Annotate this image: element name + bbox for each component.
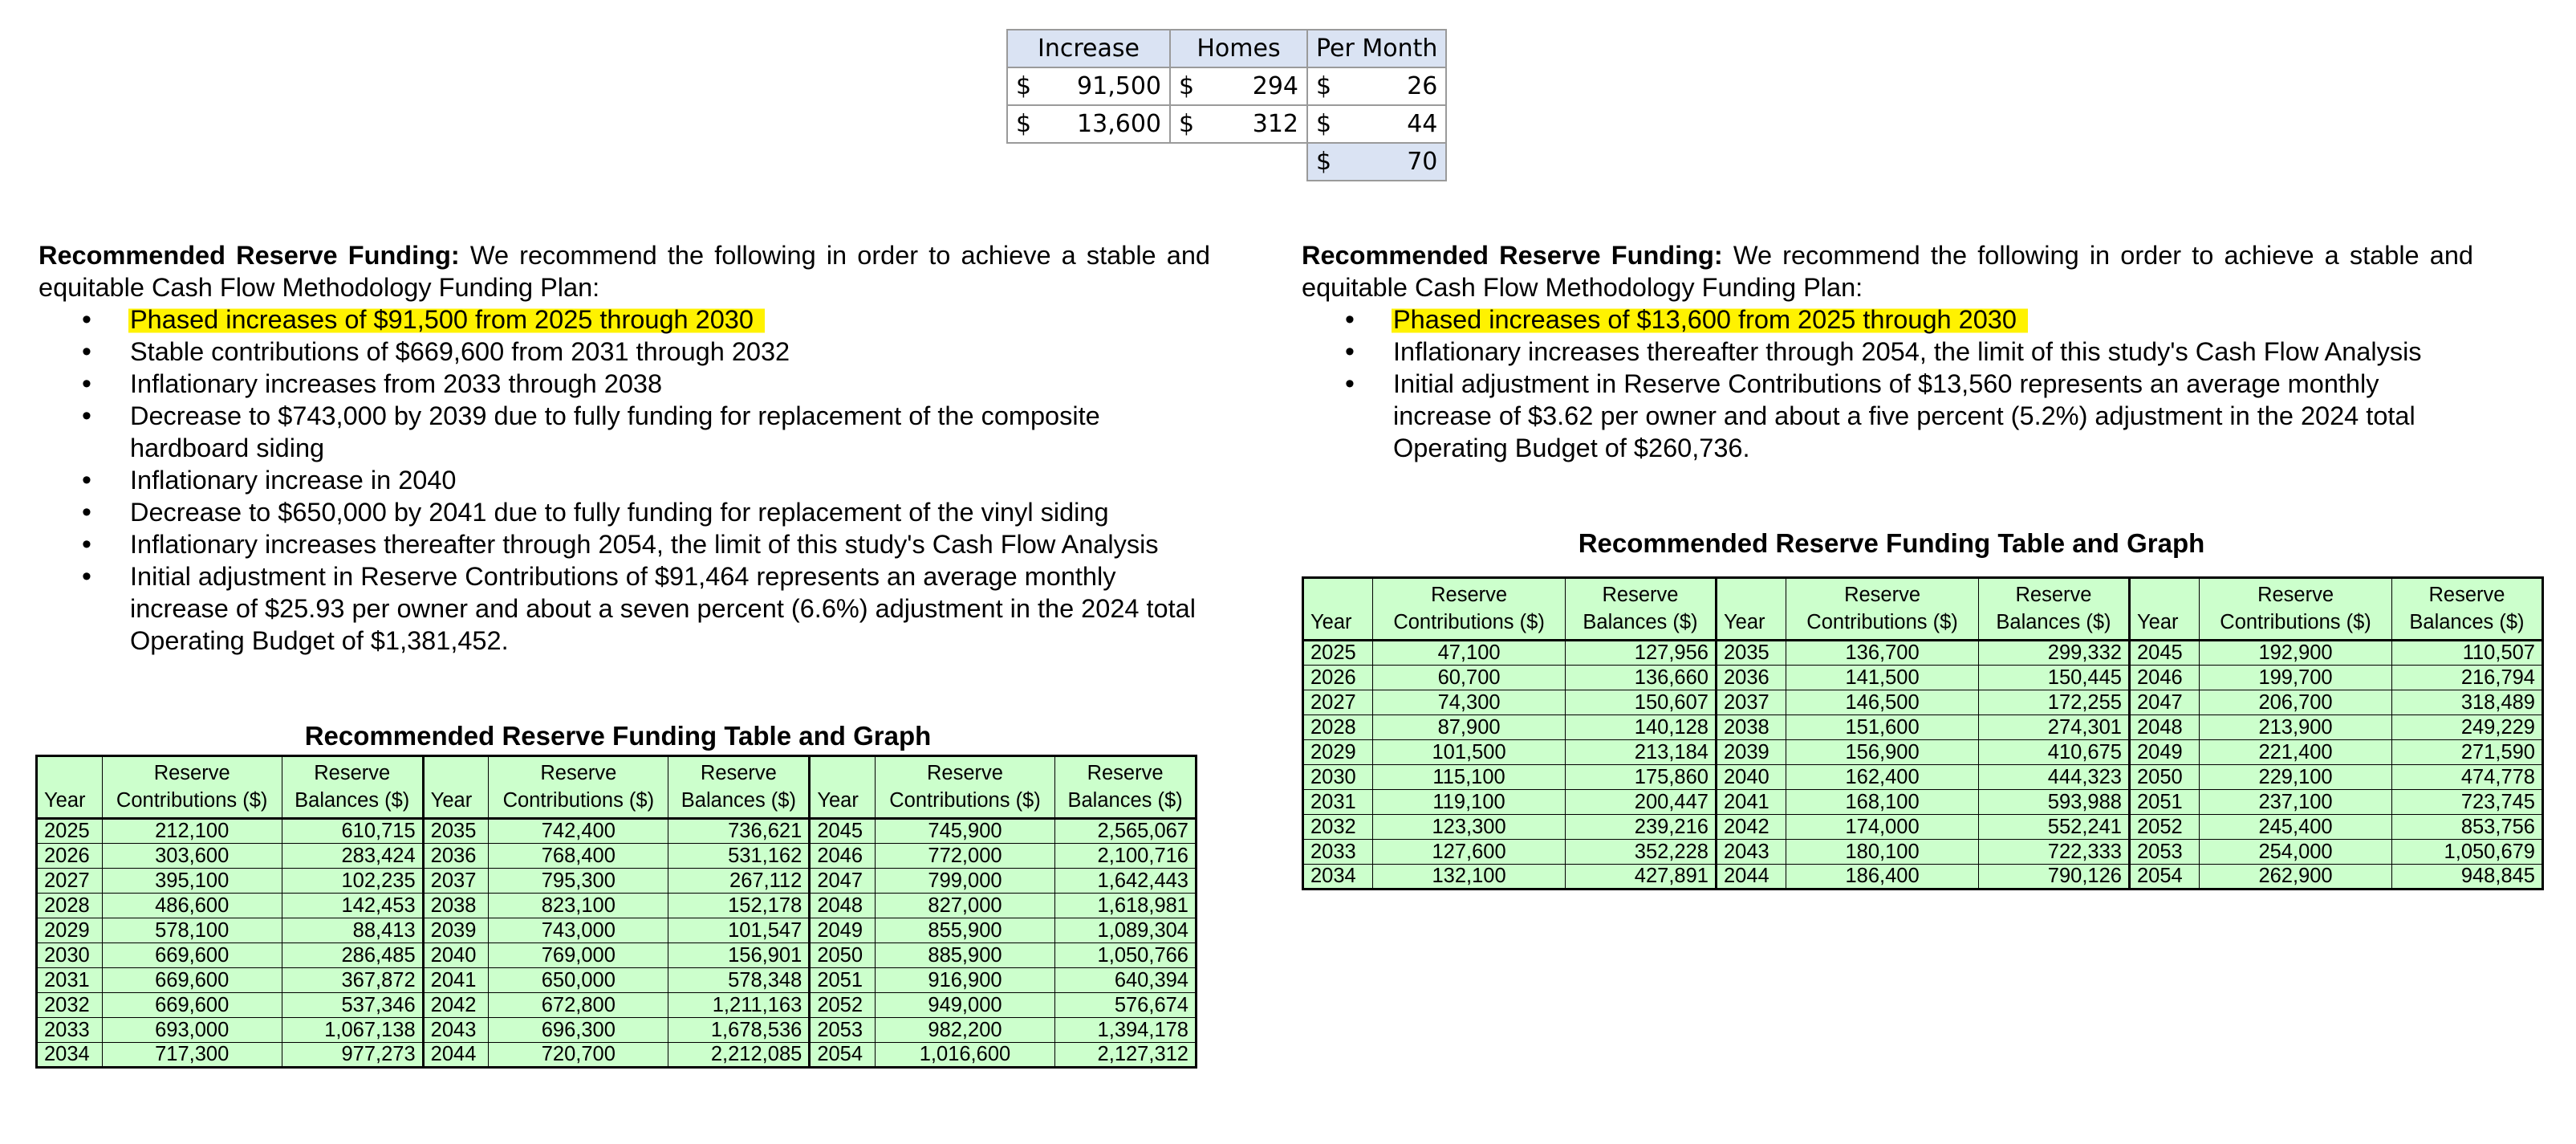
table-row: [1303, 740, 2543, 765]
cell-balance: 2,127,312: [1055, 1043, 1197, 1068]
cell-contribution: 262,900: [2200, 865, 2392, 890]
cell-contribution: 151,600: [1786, 715, 1979, 740]
right-funding-table: [1302, 576, 2544, 890]
cell-year: 2039: [423, 918, 489, 943]
cell-contribution: 127,600: [1373, 840, 1566, 865]
left-funding-table: [35, 755, 1197, 1069]
cell-year: 2049: [810, 918, 876, 943]
cell-year: 2040: [423, 943, 489, 968]
header-year: Year: [810, 756, 876, 819]
cell-contribution: 212,100: [102, 819, 282, 844]
cell-year: 2045: [810, 819, 876, 844]
table-row: [1303, 666, 2543, 690]
cell-contribution: 87,900: [1373, 715, 1566, 740]
header-year: Year: [1303, 578, 1373, 641]
bullet-item: • Decrease to $650,000 by 2041 due to fully funding for replacement of the vinyl siding: [130, 496, 1210, 528]
cell-contribution: 650,000: [489, 968, 668, 993]
cell-balance: 142,453: [282, 894, 423, 918]
bullet-item: • Initial adjustment in Reserve Contributions of $91,464 represents an average monthly increase of $25.93 per owner and about a seven percent (6.6%) adjustment in the 2024 total Operating Budget of $1,381,452.: [130, 560, 1210, 657]
header-contributions: Reserve Contributions ($): [1373, 578, 1566, 641]
table-row: [1303, 790, 2543, 815]
cell-year: 2036: [1716, 666, 1786, 690]
header-year: Year: [1716, 578, 1786, 641]
cell-contribution: 303,600: [102, 844, 282, 869]
cell-year: 2040: [1716, 765, 1786, 790]
cell-balance: 136,660: [1565, 666, 1716, 690]
table-row: [1303, 715, 2543, 740]
cell-balance: 110,507: [2391, 641, 2542, 666]
cell-balance: 1,089,304: [1055, 918, 1197, 943]
cell-contribution: 982,200: [875, 1018, 1054, 1043]
cell-year: 2029: [1303, 740, 1373, 765]
cell-balance: 948,845: [2391, 865, 2542, 890]
table-row: [37, 869, 1197, 894]
right-bullet-list: [1302, 303, 2473, 464]
cell-balance: 736,621: [668, 819, 810, 844]
cell-contribution: 669,600: [102, 993, 282, 1018]
cell-contribution: 885,900: [875, 943, 1054, 968]
table-row: [1303, 840, 2543, 865]
cell-year: 2053: [810, 1018, 876, 1043]
header-balances: Reserve Balances ($): [1978, 578, 2129, 641]
bullet-item: • Initial adjustment in Reserve Contributions of $13,560 represents an average monthly increase of $3.62 per owner and about a five percent (5.2%) adjustment in the 2024 total Operating Budget of $260,736.: [1393, 368, 2473, 464]
cell-year: 2026: [37, 844, 103, 869]
table-row: [37, 844, 1197, 869]
cell-year: 2027: [1303, 690, 1373, 715]
cell-balance: 367,872: [282, 968, 423, 993]
summary-cell-increase: $ 13,600: [1007, 105, 1170, 143]
cell-year: 2044: [423, 1043, 489, 1068]
cell-balance: 722,333: [1978, 840, 2129, 865]
bullet-item: • Inflationary increase in 2040: [130, 464, 1210, 496]
cell-contribution: 742,400: [489, 819, 668, 844]
cell-contribution: 206,700: [2200, 690, 2392, 715]
bullet-item: • Inflationary increases thereafter through 2054, the limit of this study's Cash Flow Analysis: [1393, 336, 2473, 368]
summary-header-per-month: Per Month: [1307, 30, 1446, 67]
bullet-item: • Inflationary increases from 2033 through 2038: [130, 368, 1210, 400]
cell-contribution: 693,000: [102, 1018, 282, 1043]
cell-year: 2033: [1303, 840, 1373, 865]
cell-balance: 175,860: [1565, 765, 1716, 790]
cell-contribution: 717,300: [102, 1043, 282, 1068]
cell-contribution: 119,100: [1373, 790, 1566, 815]
cell-year: 2034: [37, 1043, 103, 1068]
cell-year: 2051: [2129, 790, 2199, 815]
cell-year: 2032: [37, 993, 103, 1018]
cell-balance: 267,112: [668, 869, 810, 894]
summary-cell-homes: $ 312: [1170, 105, 1307, 143]
summary-cell-increase: $ 91,500: [1007, 67, 1170, 105]
cell-contribution: 115,100: [1373, 765, 1566, 790]
table-row: [37, 918, 1197, 943]
summary-table: [1006, 29, 1447, 181]
cell-balance: 1,678,536: [668, 1018, 810, 1043]
cell-balance: 552,241: [1978, 815, 2129, 840]
cell-contribution: 772,000: [875, 844, 1054, 869]
right-recommendation: [1302, 239, 2473, 464]
cell-year: 2054: [810, 1043, 876, 1068]
cell-contribution: 827,000: [875, 894, 1054, 918]
header-balances: Reserve Balances ($): [668, 756, 810, 819]
table-row: [1303, 765, 2543, 790]
cell-balance: 427,891: [1565, 865, 1716, 890]
cell-year: 2029: [37, 918, 103, 943]
cell-balance: 474,778: [2391, 765, 2542, 790]
cell-year: 2053: [2129, 840, 2199, 865]
cell-contribution: 949,000: [875, 993, 1054, 1018]
cell-contribution: 168,100: [1786, 790, 1979, 815]
cell-contribution: 669,600: [102, 943, 282, 968]
cell-balance: 239,216: [1565, 815, 1716, 840]
cell-contribution: 60,700: [1373, 666, 1566, 690]
header-balances: Reserve Balances ($): [282, 756, 423, 819]
summary-header-row: [1007, 30, 1446, 67]
header-balances: Reserve Balances ($): [1565, 578, 1716, 641]
cell-contribution: 799,000: [875, 869, 1054, 894]
cell-balance: 172,255: [1978, 690, 2129, 715]
right-table-title: Recommended Reserve Funding Table and Graph: [1578, 528, 2205, 558]
cell-balance: 2,565,067: [1055, 819, 1197, 844]
cell-contribution: 743,000: [489, 918, 668, 943]
cell-balance: 853,756: [2391, 815, 2542, 840]
cell-contribution: 162,400: [1786, 765, 1979, 790]
cell-contribution: 745,900: [875, 819, 1054, 844]
table-row: [1303, 641, 2543, 666]
cell-year: 2048: [810, 894, 876, 918]
cell-balance: 271,590: [2391, 740, 2542, 765]
bullet-item: • Decrease to $743,000 by 2039 due to fully funding for replacement of the composite hardboard siding: [130, 400, 1210, 464]
table-row: [37, 993, 1197, 1018]
summary-total-cell: $ 70: [1307, 143, 1446, 181]
cell-balance: 1,211,163: [668, 993, 810, 1018]
cell-year: 2052: [810, 993, 876, 1018]
left-intro: [39, 239, 1210, 303]
cell-contribution: 578,100: [102, 918, 282, 943]
cell-contribution: 186,400: [1786, 865, 1979, 890]
header-contributions: Reserve Contributions ($): [875, 756, 1054, 819]
cell-balance: 318,489: [2391, 690, 2542, 715]
cell-year: 2037: [1716, 690, 1786, 715]
header-balances: Reserve Balances ($): [2391, 578, 2542, 641]
table-row: [37, 1043, 1197, 1068]
cell-balance: 578,348: [668, 968, 810, 993]
cell-year: 2052: [2129, 815, 2199, 840]
summary-header-increase: Increase: [1007, 30, 1170, 67]
bullet-item: • Stable contributions of $669,600 from 2031 through 2032: [130, 336, 1210, 368]
cell-year: 2044: [1716, 865, 1786, 890]
cell-year: 2033: [37, 1018, 103, 1043]
summary-cell-homes: $ 294: [1170, 67, 1307, 105]
cell-contribution: 141,500: [1786, 666, 1979, 690]
left-intro-heading: Recommended Reserve Funding:: [39, 241, 460, 270]
cell-balance: 1,067,138: [282, 1018, 423, 1043]
cell-contribution: 254,000: [2200, 840, 2392, 865]
cell-balance: 213,184: [1565, 740, 1716, 765]
cell-year: 2037: [423, 869, 489, 894]
cell-balance: 410,675: [1978, 740, 2129, 765]
cell-contribution: 395,100: [102, 869, 282, 894]
right-intro: [1302, 239, 2473, 303]
right-intro-heading: Recommended Reserve Funding:: [1302, 241, 1723, 270]
table-row: [37, 1018, 1197, 1043]
cell-balance: 1,618,981: [1055, 894, 1197, 918]
summary-total-row: [1007, 143, 1446, 181]
cell-balance: 200,447: [1565, 790, 1716, 815]
header-contributions: Reserve Contributions ($): [2200, 578, 2392, 641]
cell-contribution: 101,500: [1373, 740, 1566, 765]
cell-balance: 977,273: [282, 1043, 423, 1068]
cell-year: 2054: [2129, 865, 2199, 890]
header-contributions: Reserve Contributions ($): [489, 756, 668, 819]
table-row: [1303, 690, 2543, 715]
cell-contribution: 180,100: [1786, 840, 1979, 865]
cell-year: 2050: [2129, 765, 2199, 790]
cell-balance: 444,323: [1978, 765, 2129, 790]
header-year: Year: [37, 756, 103, 819]
left-intro-text: We recommend the following in order to achieve a stable and equitable Cash Flow Methodology Funding Plan:: [39, 241, 1210, 302]
cell-year: 2034: [1303, 865, 1373, 890]
cell-contribution: 769,000: [489, 943, 668, 968]
cell-year: 2049: [2129, 740, 2199, 765]
cell-year: 2025: [37, 819, 103, 844]
cell-balance: 593,988: [1978, 790, 2129, 815]
cell-balance: 2,100,716: [1055, 844, 1197, 869]
cell-contribution: 229,100: [2200, 765, 2392, 790]
cell-year: 2031: [1303, 790, 1373, 815]
cell-balance: 610,715: [282, 819, 423, 844]
summary-row: [1007, 67, 1446, 105]
cell-balance: 1,394,178: [1055, 1018, 1197, 1043]
cell-balance: 101,547: [668, 918, 810, 943]
header-year: Year: [2129, 578, 2199, 641]
cell-balance: 2,212,085: [668, 1043, 810, 1068]
cell-year: 2051: [810, 968, 876, 993]
cell-contribution: 823,100: [489, 894, 668, 918]
cell-year: 2047: [810, 869, 876, 894]
cell-balance: 127,956: [1565, 641, 1716, 666]
cell-year: 2043: [423, 1018, 489, 1043]
cell-year: 2027: [37, 869, 103, 894]
cell-contribution: 486,600: [102, 894, 282, 918]
cell-year: 2042: [423, 993, 489, 1018]
summary-cell-per-month: $ 26: [1307, 67, 1446, 105]
cell-contribution: 199,700: [2200, 666, 2392, 690]
cell-contribution: 132,100: [1373, 865, 1566, 890]
cell-balance: 102,235: [282, 869, 423, 894]
cell-contribution: 855,900: [875, 918, 1054, 943]
cell-contribution: 237,100: [2200, 790, 2392, 815]
cell-balance: 216,794: [2391, 666, 2542, 690]
bullet-item: • Phased increases of $91,500 from 2025 through 2030: [130, 303, 1210, 336]
cell-balance: 140,128: [1565, 715, 1716, 740]
bullet-item: • Phased increases of $13,600 from 2025 through 2030: [1393, 303, 2473, 336]
cell-contribution: 245,400: [2200, 815, 2392, 840]
cell-year: 2032: [1303, 815, 1373, 840]
cell-contribution: 795,300: [489, 869, 668, 894]
cell-balance: 537,346: [282, 993, 423, 1018]
cell-balance: 352,228: [1565, 840, 1716, 865]
table-row: [37, 968, 1197, 993]
cell-year: 2035: [1716, 641, 1786, 666]
cell-year: 2031: [37, 968, 103, 993]
cell-year: 2050: [810, 943, 876, 968]
right-intro-text: We recommend the following in order to achieve a stable and equitable Cash Flow Methodology Funding Plan:: [1302, 241, 2473, 302]
table-header-row: [1303, 578, 2543, 641]
cell-year: 2030: [37, 943, 103, 968]
left-recommendation: [39, 239, 1210, 657]
header-balances: Reserve Balances ($): [1055, 756, 1197, 819]
cell-year: 2036: [423, 844, 489, 869]
cell-year: 2046: [2129, 666, 2199, 690]
cell-balance: 152,178: [668, 894, 810, 918]
cell-year: 2035: [423, 819, 489, 844]
cell-contribution: 174,000: [1786, 815, 1979, 840]
cell-year: 2039: [1716, 740, 1786, 765]
cell-contribution: 74,300: [1373, 690, 1566, 715]
bullet-item: • Inflationary increases thereafter through 2054, the limit of this study's Cash Flow Analysis: [130, 528, 1210, 560]
cell-contribution: 916,900: [875, 968, 1054, 993]
cell-contribution: 123,300: [1373, 815, 1566, 840]
cell-year: 2047: [2129, 690, 2199, 715]
table-row: [37, 943, 1197, 968]
cell-contribution: 146,500: [1786, 690, 1979, 715]
cell-balance: 576,674: [1055, 993, 1197, 1018]
cell-year: 2048: [2129, 715, 2199, 740]
cell-year: 2038: [1716, 715, 1786, 740]
cell-balance: 150,607: [1565, 690, 1716, 715]
cell-year: 2026: [1303, 666, 1373, 690]
cell-contribution: 47,100: [1373, 641, 1566, 666]
cell-balance: 640,394: [1055, 968, 1197, 993]
cell-balance: 274,301: [1978, 715, 2129, 740]
cell-year: 2041: [1716, 790, 1786, 815]
left-bullet-list: [39, 303, 1210, 657]
table-row: [37, 819, 1197, 844]
cell-balance: 1,642,443: [1055, 869, 1197, 894]
cell-contribution: 221,400: [2200, 740, 2392, 765]
summary-cell-per-month: $ 44: [1307, 105, 1446, 143]
cell-year: 2030: [1303, 765, 1373, 790]
cell-contribution: 669,600: [102, 968, 282, 993]
cell-year: 2041: [423, 968, 489, 993]
header-year: Year: [423, 756, 489, 819]
header-contributions: Reserve Contributions ($): [1786, 578, 1979, 641]
cell-balance: 249,229: [2391, 715, 2542, 740]
cell-year: 2025: [1303, 641, 1373, 666]
table-header-row: [37, 756, 1197, 819]
cell-contribution: 136,700: [1786, 641, 1979, 666]
summary-row: [1007, 105, 1446, 143]
cell-balance: 790,126: [1978, 865, 2129, 890]
cell-balance: 283,424: [282, 844, 423, 869]
table-row: [1303, 865, 2543, 890]
header-contributions: Reserve Contributions ($): [102, 756, 282, 819]
cell-balance: 1,050,679: [2391, 840, 2542, 865]
cell-contribution: 672,800: [489, 993, 668, 1018]
cell-contribution: 213,900: [2200, 715, 2392, 740]
cell-balance: 723,745: [2391, 790, 2542, 815]
cell-contribution: 156,900: [1786, 740, 1979, 765]
cell-balance: 531,162: [668, 844, 810, 869]
cell-contribution: 1,016,600: [875, 1043, 1054, 1068]
cell-year: 2028: [37, 894, 103, 918]
table-row: [1303, 815, 2543, 840]
cell-year: 2028: [1303, 715, 1373, 740]
cell-contribution: 696,300: [489, 1018, 668, 1043]
cell-balance: 299,332: [1978, 641, 2129, 666]
left-table-title: Recommended Reserve Funding Table and Graph: [304, 721, 932, 751]
cell-contribution: 768,400: [489, 844, 668, 869]
cell-balance: 156,901: [668, 943, 810, 968]
cell-balance: 150,445: [1978, 666, 2129, 690]
table-row: [37, 894, 1197, 918]
cell-year: 2046: [810, 844, 876, 869]
cell-balance: 286,485: [282, 943, 423, 968]
summary-header-homes: Homes: [1170, 30, 1307, 67]
cell-contribution: 192,900: [2200, 641, 2392, 666]
cell-balance: 1,050,766: [1055, 943, 1197, 968]
cell-year: 2038: [423, 894, 489, 918]
cell-year: 2045: [2129, 641, 2199, 666]
cell-year: 2042: [1716, 815, 1786, 840]
cell-year: 2043: [1716, 840, 1786, 865]
cell-contribution: 720,700: [489, 1043, 668, 1068]
cell-balance: 88,413: [282, 918, 423, 943]
